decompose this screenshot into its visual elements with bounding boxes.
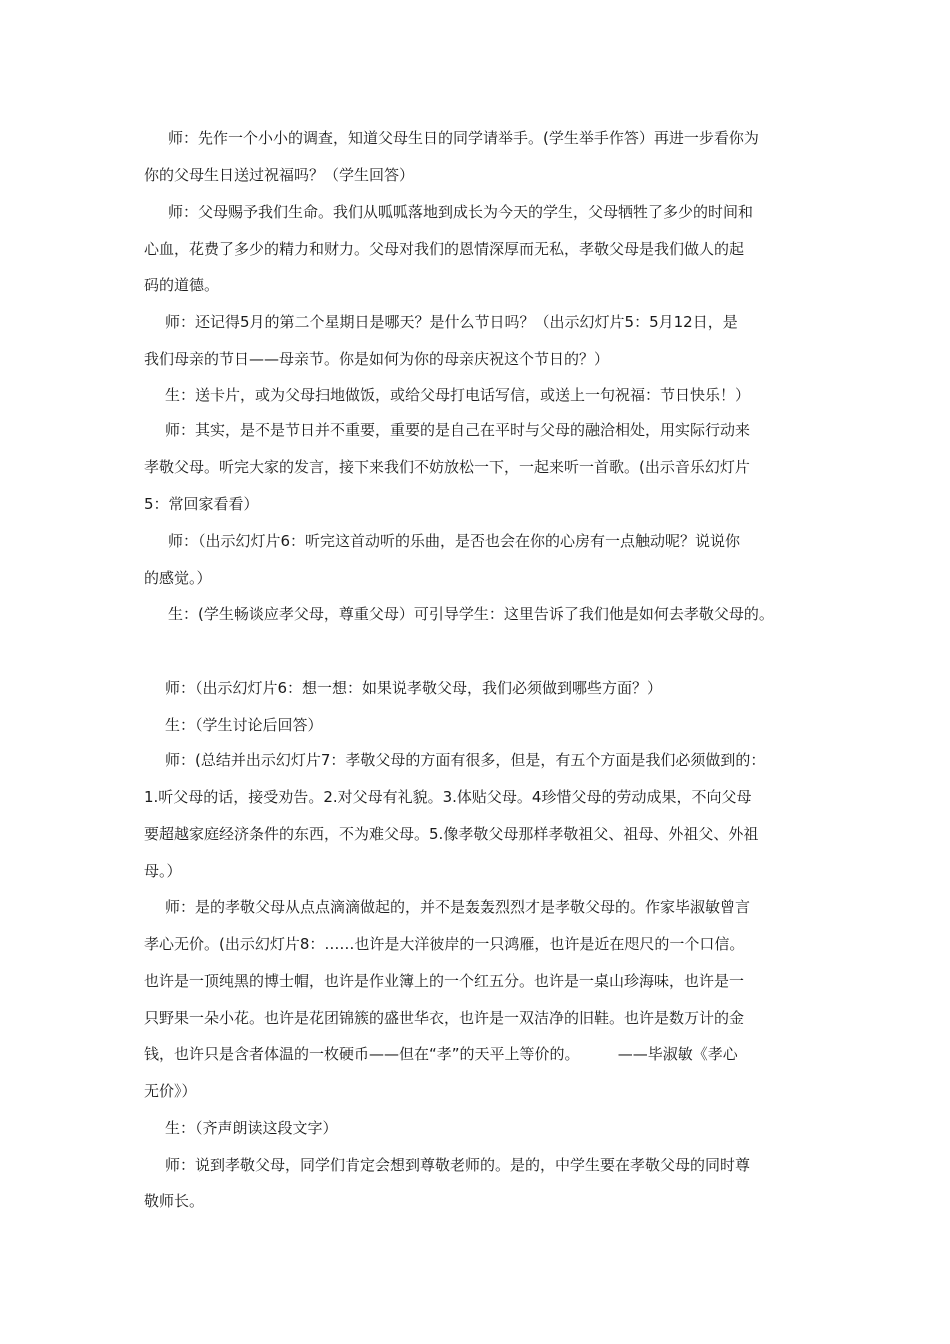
paragraph-line: 要超越家庭经济条件的东西，不为难父母。5.像孝敬父母那样孝敬祖父、祖母、外祖父、外祖 <box>144 825 759 843</box>
paragraph-line: 只野果一朵小花。也许是花团锦簇的盛世华衣，也许是一双洁净的旧鞋。也许是数万计的金 <box>144 1009 745 1027</box>
paragraph-line: 我们母亲的节日——母亲节。你是如何为你的母亲庆祝这个节日的？） <box>144 350 610 368</box>
paragraph-line: 母。） <box>144 862 182 880</box>
paragraph-line: 师：(总结并出示幻灯片7：孝敬父母的方面有很多，但是，有五个方面是我们必须做到的： <box>165 751 766 769</box>
paragraph-line: 师：父母赐予我们生命。我们从呱呱落地到成长为今天的学生，父母牺牲了多少的时间和 <box>168 203 754 221</box>
paragraph-line: 1.听父母的话，接受劝告。2.对父母有礼貌。3.体贴父母。4珍惜父母的劳动成果，不向父母 <box>144 788 752 806</box>
paragraph-line: 生：送卡片，或为父母扫地做饭，或给父母打电话写信，或送上一句祝福：节日快乐！） <box>165 386 751 404</box>
paragraph-line: 也许是一顶纯黑的博士帽，也许是作业簿上的一个红五分。也许是一桌山珍海味，也许是一 <box>144 972 745 990</box>
paragraph-line: 生：(学生畅谈应孝父母，尊重父母）可引导学生：这里告诉了我们他是如何去孝敬父母的。 <box>168 605 774 623</box>
paragraph-line: 孝心无价。(出示幻灯片8：……也许是大洋彼岸的一只鸿雁，也许是近在咫尺的一个口信。 <box>144 935 745 953</box>
paragraph-line: 敬师长。 <box>144 1192 205 1210</box>
paragraph-line: 师：还记得5月的第二个星期日是哪天？是什么节日吗？（出示幻灯片5：5月12日，是 <box>165 313 738 331</box>
paragraph-line: 5：常回家看看） <box>144 495 259 513</box>
paragraph-line: 师：其实，是不是节日并不重要，重要的是自己在平时与父母的融洽相处，用实际行动来 <box>165 421 751 439</box>
paragraph-line: 孝敬父母。听完大家的发言，接下来我们不妨放松一下，一起来听一首歌。(出示音乐幻灯片 <box>144 458 750 476</box>
paragraph-line: 师：先作一个小小的调查，知道父母生日的同学请举手。(学生举手作答）再进一步看你为 <box>168 129 759 147</box>
paragraph-line: 码的道德。 <box>144 276 220 294</box>
paragraph-line: 师：是的孝敬父母从点点滴滴做起的，并不是轰轰烈烈才是孝敬父母的。作家毕淑敏曾言 <box>165 898 751 916</box>
paragraph-line: 你的父母生日送过祝福吗？（学生回答） <box>144 166 415 184</box>
paragraph-line: 心血，花费了多少的精力和财力。父母对我们的恩情深厚而无私，孝敬父母是我们做人的起 <box>144 240 745 258</box>
paragraph-line: 生：（学生讨论后回答） <box>165 716 323 734</box>
paragraph-line: 钱，也许只是含者体温的一枚硬币——但在“孝”的天平上等价的。 ——毕淑敏《孝心 <box>144 1045 738 1063</box>
paragraph-line: 师：（出示幻灯片6：听完这首动听的乐曲，是否也会在你的心房有一点触动呢？说说你 <box>168 532 741 550</box>
paragraph-line: 的感觉。） <box>144 569 212 587</box>
paragraph-line: 无价》） <box>144 1082 197 1100</box>
paragraph-line: 生：（齐声朗读这段文字） <box>165 1119 338 1137</box>
paragraph-line: 师：说到孝敬父母，同学们肯定会想到尊敬老师的。是的，中学生要在孝敬父母的同时尊 <box>165 1156 751 1174</box>
paragraph-line: 师：（出示幻灯片6：想一想：如果说孝敬父母，我们必须做到哪些方面？） <box>165 679 663 697</box>
